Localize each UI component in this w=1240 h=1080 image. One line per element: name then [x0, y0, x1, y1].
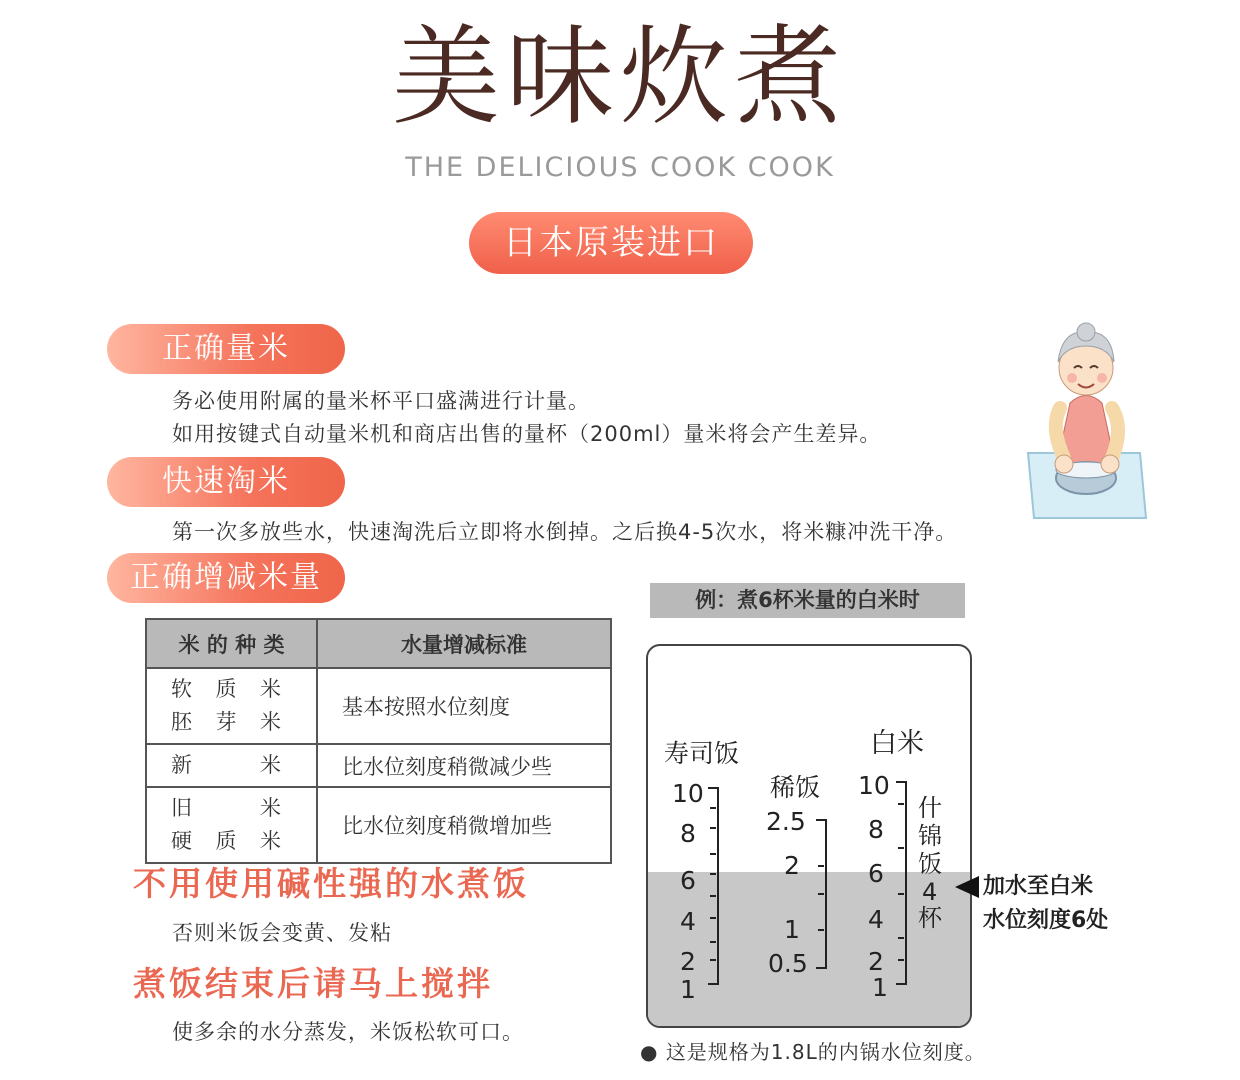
white-rice-scale-ticks	[898, 804, 904, 960]
page-title: 美味炊煮	[391, 15, 848, 140]
scale-tick: 0.5	[768, 949, 808, 978]
table-header-kind: 米 的 种 类	[146, 619, 317, 668]
rice-type-table	[145, 618, 612, 864]
inner-pot-diagram	[646, 644, 972, 1028]
rice-kind-cell	[146, 668, 317, 744]
scale-name-white-rice: 白米	[870, 728, 924, 759]
table-header-standard: 水量增减标准	[317, 619, 611, 668]
side-label-char: 饭	[918, 850, 942, 878]
callout-arrow-icon	[955, 876, 981, 898]
kind-char: 芽	[215, 710, 239, 734]
scale-tick: 6	[680, 866, 696, 895]
warning-alkaline-water: 不用使用碱性强的水煮饭	[133, 864, 529, 903]
rice-kind-old	[171, 792, 283, 825]
scale-tick: 6	[868, 859, 884, 888]
water-standard-cell: 基本按照水位刻度	[317, 668, 611, 744]
scale-tick: 10	[858, 771, 890, 800]
scale-name-sushi: 寿司饭	[664, 739, 740, 768]
scale-name-porridge: 稀饭	[770, 773, 821, 802]
kind-char: 质	[215, 677, 239, 701]
table-row	[146, 668, 611, 744]
scale-tick: 10	[672, 779, 704, 808]
scale-tick: 2.5	[766, 807, 806, 836]
kind-char: 胚	[171, 710, 194, 734]
scale-tick: 1	[872, 973, 888, 1002]
footnote-text: 这是规格为1.8L的内锅水位刻度。	[665, 1040, 986, 1064]
measure-rice-text	[172, 385, 881, 451]
section-pill-measure-rice: 正确量米	[107, 324, 345, 374]
rice-kind-hard	[171, 825, 283, 858]
wash-rice-text: 第一次多放些水，快速淘洗后立即将水倒掉。之后换4-5次水，将米糠冲洗干净。	[172, 520, 958, 544]
scale-tick: 4	[868, 905, 884, 934]
water-level-callout	[983, 870, 1108, 938]
kind-char: 米	[260, 753, 283, 777]
measure-rice-line-1: 务必使用附属的量米杯平口盛满进行计量。	[172, 389, 590, 413]
kind-char: 米	[260, 796, 283, 820]
warning-alkaline-note: 否则米饭会变黄、发粘	[172, 921, 392, 945]
water-standard-cell: 比水位刻度稍微增加些	[317, 787, 611, 863]
rice-kind-cell	[146, 787, 317, 863]
rice-kind-cell	[146, 744, 317, 787]
page-subtitle: THE DELICIOUS COOK COOK	[405, 152, 835, 183]
white-rice-scale-bracket	[896, 782, 906, 984]
water-scale-marks	[648, 646, 970, 1026]
porridge-scale-ticks	[818, 866, 824, 930]
section-pill-adjust-rice: 正确增减米量	[107, 553, 345, 603]
kind-char: 软	[171, 677, 194, 701]
side-label-char: 锦	[918, 822, 942, 850]
warning-stir-note: 使多余的水分蒸发，米饭松软可口。	[172, 1020, 524, 1044]
side-label-char: 杯	[918, 904, 942, 932]
section-pill-wash-rice: 快速淘米	[107, 457, 345, 507]
water-standard-cell: 比水位刻度稍微减少些	[317, 744, 611, 787]
rice-kind-germ	[171, 706, 283, 739]
kind-char: 米	[260, 677, 283, 701]
origin-badge: 日本原装进口	[469, 212, 753, 274]
scale-tick: 1	[680, 975, 696, 1004]
rice-kind-new	[171, 749, 283, 782]
scale-tick: 8	[868, 815, 884, 844]
kind-char: 质	[215, 829, 239, 853]
kind-char: 旧	[171, 796, 194, 820]
scale-tick: 2	[868, 947, 884, 976]
table-row	[146, 787, 611, 863]
table-row	[146, 744, 611, 787]
side-label-char: 什	[918, 794, 942, 822]
scale-tick: 4	[680, 907, 696, 936]
sushi-scale-bracket	[708, 788, 718, 984]
sushi-scale-ticks	[710, 808, 716, 960]
rice-kind-soft	[171, 673, 283, 706]
grandma-washing-rice-illustration	[1020, 318, 1150, 528]
side-label-char: 4	[922, 878, 938, 906]
scale-tick: 1	[784, 915, 800, 944]
kind-char: 米	[260, 829, 283, 853]
kind-char: 米	[260, 710, 283, 734]
kind-char: 硬	[171, 829, 194, 853]
scale-tick: 2	[680, 947, 696, 976]
pot-capacity-footnote	[640, 1036, 986, 1065]
scale-tick: 2	[784, 851, 800, 880]
kind-char: 新	[171, 753, 194, 777]
bullet-icon: ●	[640, 1040, 659, 1064]
callout-line-1: 加水至白米	[983, 874, 1094, 899]
measure-rice-line-2: 如用按键式自动量米机和商店出售的量杯（200ml）量米将会产生差异。	[172, 422, 882, 446]
scale-tick: 8	[680, 819, 696, 848]
callout-line-2: 水位刻度6处	[983, 908, 1109, 933]
example-header: 例：煮6杯米量的白米时	[650, 583, 965, 618]
table-header-row	[146, 619, 611, 668]
warning-stir-after-cooking: 煮饭结束后请马上搅拌	[133, 964, 493, 1003]
